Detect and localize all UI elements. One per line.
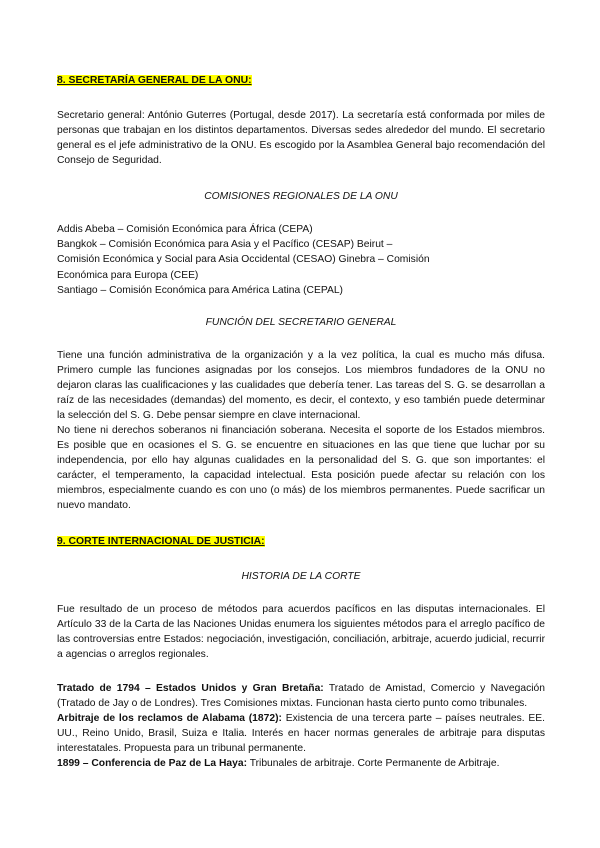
- list-item: Addis Abeba – Comisión Económica para África (CEPA): [57, 224, 313, 235]
- section-8-heading: 8. SECRETARÍA GENERAL DE LA ONU:: [57, 75, 252, 86]
- history-title: HISTORIA DE LA CORTE: [241, 571, 361, 582]
- entry-alabama: Arbitraje de los reclamos de Alabama (1872): Existencia de una tercera parte – países neutrales. EE. UU., Reino Unido, Brasil, Suiza e Italia. Interés en hacer normas generales de arbitraje para disputas interestatales. Propuesta para un tribunal permanente.: [57, 713, 545, 754]
- list-item: Comisión Económica y Social para Asia Occidental (CESAO) Ginebra – Comisión: [57, 254, 430, 266]
- function-text: [57, 348, 545, 513]
- entry-1899: 1899 – Conferencia de Paz de La Haya: Tribunales de arbitraje. Corte Permanente de Arbitraje.: [57, 758, 500, 769]
- commissions-title: COMISIONES REGIONALES DE LA ONU: [204, 191, 398, 202]
- history-text: Fue resultado de un proceso de métodos para acuerdos pacíficos en las disputas internacionales. El Artículo 33 de la Carta de las Naciones Unidas enumera los siguientes métodos para el arreglo pacífico de las controversias entre Estados: negociación, investigación, conciliación, arbitraje, acuerdo judicial, recurrir a agencias o arreglos regionales.: [57, 604, 545, 660]
- list-item: Económica para Europa (CEE): [57, 269, 199, 281]
- entry-1794: Tratado de 1794 – Estados Unidos y Gran Bretaña: Tratado de Amistad, Comercio y Navegación (Tratado de Jay o de Londres). Tres Comisiones mixtas. Funcionan hasta cierto punto como tribunales.: [57, 683, 545, 709]
- function-title: FUNCIÓN DEL SECRETARIO GENERAL: [205, 317, 397, 328]
- commissions-list: [57, 222, 545, 298]
- list-item: Bangkok – Comisión Económica para Asia y el Pacífico (CESAP) Beirut –: [57, 239, 393, 251]
- section-8-intro: Secretario general: António Guterres (Portugal, desde 2017). La secretaría está conformada por miles de personas que trabajan en los distintos departamentos. Diversas sedes alrededor del mundo. El secretario general es el jefe administrativo de la ONU. Es escogido por la Asamblea General bajo recomendación del Consejo de Seguridad.: [57, 110, 545, 166]
- function-paragraph-1: Tiene una función administrativa de la organización y a la vez política, la cual es mucho más difusa. Primero cumple las funciones asignadas por los consejos. Los miembros fundadores de la ONU no dejaron claras las cualificaciones y las cualidades que debería tener. Las tareas del S. G. se desarrollan a raíz de las necesidades (demandas) del momento, es decir, el contexto, y eso también puede determinar la selección del S. G. Debe pensar siempre en clave internacional.: [57, 350, 545, 421]
- history-entries: [57, 681, 545, 771]
- section-9-heading: 9. CORTE INTERNACIONAL DE JUSTICIA:: [57, 536, 265, 547]
- list-item: Santiago – Comisión Económica para América Latina (CEPAL): [57, 284, 343, 296]
- function-paragraph-2: No tiene ni derechos soberanos ni financiación soberana. Necesita el soporte de los Estados miembros. Es posible que en ocasiones el S. G. se encuentre en situaciones en las que tiene que luchar por su independencia, por ello hay algunas cualidades en la personalidad del S. G. que son importantes: el carácter, el temperamento, la capacidad intelectual. Esta posición puede afectar su relación con los miembros, especialmente cuando es con uno (o más) de los miembros permanentes. Puede sacrificar un nuevo mandato.: [57, 425, 545, 511]
